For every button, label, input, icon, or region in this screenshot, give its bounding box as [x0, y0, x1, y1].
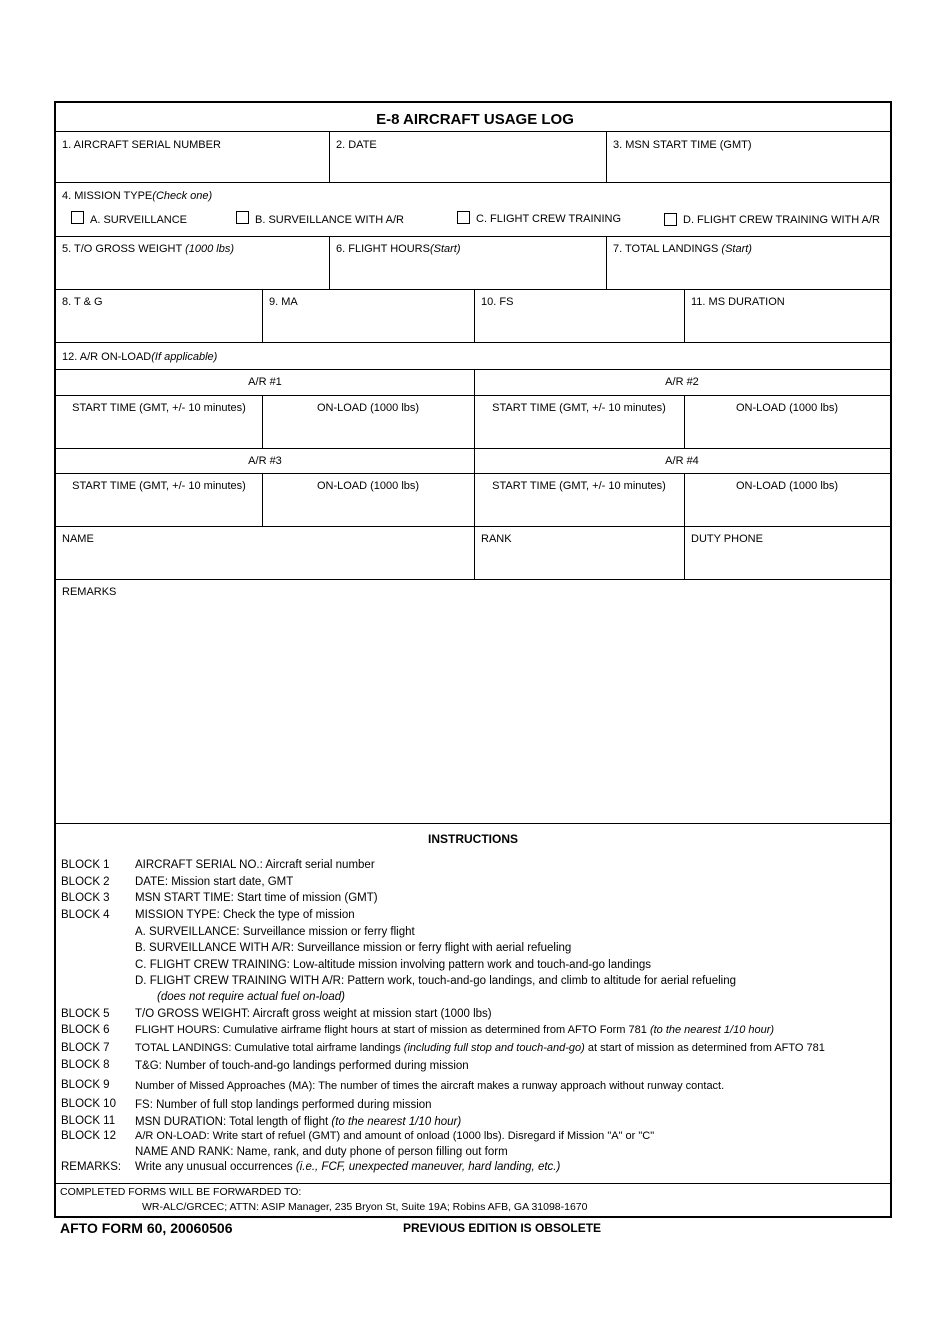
date-field[interactable]: 2. DATE — [336, 139, 377, 151]
flight-hours-field[interactable]: 6. FLIGHT HOURS(Start) — [336, 243, 461, 255]
divider — [56, 342, 890, 343]
forwarding-label: COMPLETED FORMS WILL BE FORWARDED TO: — [60, 1186, 302, 1198]
instruction-block-label: BLOCK 12 — [61, 1130, 116, 1142]
instruction-block-label: BLOCK 3 — [61, 892, 110, 904]
ar-1-start-time-field[interactable]: START TIME (GMT, +/- 10 minutes) — [72, 402, 246, 414]
instruction-text: T/O GROSS WEIGHT: Aircraft gross weight at mission start (1000 lbs) — [135, 1008, 492, 1020]
divider — [56, 1183, 890, 1184]
instruction-text: AIRCRAFT SERIAL NO.: Aircraft serial number — [135, 859, 375, 871]
divider — [56, 448, 890, 449]
instruction-block-label: BLOCK 9 — [61, 1079, 110, 1091]
instruction-text: T&G: Number of touch-and-go landings performed during mission — [135, 1060, 469, 1072]
ms-duration-field[interactable]: 11. MS DURATION — [691, 296, 785, 308]
divider — [56, 526, 890, 527]
divider — [262, 289, 263, 342]
aircraft-serial-number-field[interactable]: 1. AIRCRAFT SERIAL NUMBER — [62, 139, 221, 151]
ar-onload-label: 12. A/R ON-LOAD(If applicable) — [62, 351, 218, 363]
mission-type-instruction: B. SURVEILLANCE WITH A/R: Surveillance mission or ferry flight with aerial refueling — [135, 942, 572, 954]
divider — [56, 369, 890, 370]
instruction-text: NAME AND RANK: Name, rank, and duty phone of person filling out form — [135, 1146, 508, 1158]
divider — [56, 579, 890, 580]
ar-2-title: A/R #2 — [665, 376, 699, 388]
instruction-text: A/R ON-LOAD: Write start of refuel (GMT) and amount of onload (1000 lbs). Disregard if Mission "A" or "C" — [135, 1130, 655, 1142]
full-stop-field[interactable]: 10. FS — [481, 296, 514, 308]
instruction-block-label: BLOCK 4 — [61, 909, 110, 921]
instruction-text: Number of Missed Approaches (MA): The number of times the aircraft makes a runway approach without runway contact. — [135, 1080, 725, 1092]
mission-type-label: 4. MISSION TYPE(Check one) — [62, 190, 213, 202]
divider — [56, 823, 890, 824]
checkbox-flight-crew-training[interactable] — [457, 211, 470, 224]
divider — [474, 369, 475, 579]
ar-3-start-time-field[interactable]: START TIME (GMT, +/- 10 minutes) — [72, 480, 246, 492]
option-surveillance-with-ar-label: B. SURVEILLANCE WITH A/R — [255, 214, 404, 226]
ar-4-start-time-field[interactable]: START TIME (GMT, +/- 10 minutes) — [492, 480, 666, 492]
divider — [56, 131, 890, 132]
form-identifier: AFTO FORM 60, 20060506 — [60, 1220, 233, 1236]
divider — [329, 236, 330, 289]
divider — [606, 236, 607, 289]
ar-1-title: A/R #1 — [248, 376, 282, 388]
checkbox-flight-crew-training-with-ar[interactable] — [664, 213, 677, 226]
instruction-block-label: BLOCK 7 — [61, 1042, 110, 1054]
ar-4-onload-field[interactable]: ON-LOAD (1000 lbs) — [735, 480, 839, 492]
mission-type-instruction: D. FLIGHT CREW TRAINING WITH A/R: Pattern work, touch-and-go landings, and climb to altitude for aerial refueling — [135, 975, 736, 987]
checkbox-surveillance[interactable] — [71, 211, 84, 224]
instruction-block-label: BLOCK 6 — [61, 1024, 110, 1036]
instruction-text: DATE: Mission start date, GMT — [135, 876, 294, 888]
mission-type-note: (does not require actual fuel on-load) — [157, 991, 345, 1003]
name-field[interactable]: NAME — [62, 533, 94, 545]
instruction-block-label: BLOCK 2 — [61, 876, 110, 888]
ar-2-start-time-field[interactable]: START TIME (GMT, +/- 10 minutes) — [492, 402, 666, 414]
instruction-block-label: REMARKS: — [61, 1161, 122, 1173]
instruction-block-label: BLOCK 10 — [61, 1098, 116, 1110]
option-surveillance-label: A. SURVEILLANCE — [90, 214, 188, 226]
instruction-block-label: BLOCK 1 — [61, 859, 110, 871]
divider — [56, 473, 890, 474]
edition-notice: PREVIOUS EDITION IS OBSOLETE — [403, 1221, 602, 1235]
instructions-heading: INSTRUCTIONS — [428, 832, 518, 846]
instruction-text: FS: Number of full stop landings performed during mission — [135, 1099, 432, 1111]
ar-2-onload-field[interactable]: ON-LOAD (1000 lbs) — [735, 402, 839, 414]
msn-start-time-field[interactable]: 3. MSN START TIME (GMT) — [613, 139, 752, 151]
instruction-block-label: BLOCK 5 — [61, 1008, 110, 1020]
divider — [684, 526, 685, 579]
divider — [684, 289, 685, 342]
instruction-text: Write any unusual occurrences (i.e., FCF, unexpected maneuver, hard landing, etc.) — [135, 1161, 561, 1173]
divider — [56, 236, 890, 237]
option-flight-crew-training-with-ar-label: D. FLIGHT CREW TRAINING WITH A/R — [683, 214, 880, 226]
instruction-text: MSN DURATION: Total length of flight (to the nearest 1/10 hour) — [135, 1116, 462, 1128]
divider — [474, 289, 475, 342]
option-flight-crew-training-label: C. FLIGHT CREW TRAINING — [476, 213, 622, 225]
checkbox-surveillance-with-ar[interactable] — [236, 211, 249, 224]
mission-type-instruction: A. SURVEILLANCE: Surveillance mission or ferry flight — [135, 926, 415, 938]
instruction-text: TOTAL LANDINGS: Cumulative total airframe landings (including full stop and touch-and-go) at start of mission as determined from AFTO 781 — [135, 1042, 825, 1054]
instruction-block-label: BLOCK 8 — [61, 1059, 110, 1071]
rank-field[interactable]: RANK — [481, 533, 512, 545]
remarks-field[interactable]: REMARKS — [62, 586, 117, 598]
aircraft-usage-log-form — [54, 101, 892, 1218]
instruction-text: MSN START TIME: Start time of mission (GMT) — [135, 892, 378, 904]
divider — [56, 289, 890, 290]
ar-4-title: A/R #4 — [665, 455, 699, 467]
ar-1-onload-field[interactable]: ON-LOAD (1000 lbs) — [316, 402, 420, 414]
form-title: E-8 AIRCRAFT USAGE LOG — [376, 111, 574, 128]
instruction-block-label: BLOCK 11 — [61, 1115, 116, 1127]
divider — [56, 395, 890, 396]
divider — [329, 131, 330, 182]
divider — [606, 131, 607, 182]
ar-3-title: A/R #3 — [248, 455, 282, 467]
mission-type-instruction: C. FLIGHT CREW TRAINING: Low-altitude mission involving pattern work and touch-and-go landings — [135, 959, 652, 971]
divider — [56, 182, 890, 183]
instruction-text: FLIGHT HOURS: Cumulative airframe flight hours at start of mission as determined from AFTO Form 781 (to the nearest 1/10 hour) — [135, 1024, 775, 1036]
to-gross-weight-field[interactable]: 5. T/O GROSS WEIGHT (1000 lbs) — [62, 243, 234, 255]
instruction-text: MISSION TYPE: Check the type of mission — [135, 909, 355, 921]
forwarding-address: WR-ALC/GRCEC; ATTN: ASIP Manager, 235 Bryon St, Suite 19A; Robins AFB, GA 31098-1670 — [142, 1201, 588, 1213]
touch-and-go-field[interactable]: 8. T & G — [62, 296, 103, 308]
duty-phone-field[interactable]: DUTY PHONE — [691, 533, 763, 545]
ar-3-onload-field[interactable]: ON-LOAD (1000 lbs) — [316, 480, 420, 492]
total-landings-field[interactable]: 7. TOTAL LANDINGS (Start) — [613, 243, 752, 255]
missed-approaches-field[interactable]: 9. MA — [269, 296, 298, 308]
